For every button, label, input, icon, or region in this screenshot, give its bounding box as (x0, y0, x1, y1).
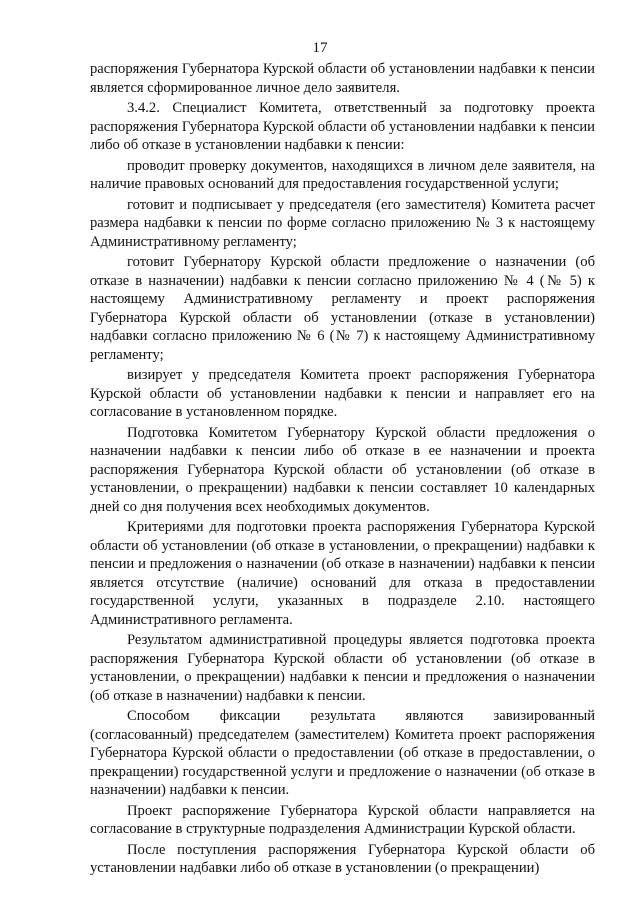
paragraph-continuation: распоряжения Губернатора Курской области об установлении надбавки к пенсии является сформированное личное дело заявителя. (90, 61, 595, 96)
paragraph-fixation: Способом фиксации результата являются завизированный (согласованный) председателем (заместителем) Комитета проект распоряжения Губернатора Курской области о предоставлении (об отказе в предоставлении, о прекращении) государственной услуги и предложение о назначении (об отказе в назначении) надбавки к пенсии. (90, 708, 595, 798)
paragraph-item-proposal: готовит Губернатору Курской области предложение о назначении (об отказе в назначении) надбавки к пенсии согласно приложению № 4 (№ 5) к настоящему Административному регламенту и проект распоряжения Губернатора Курской области об установлении (отказе в установлении) надбавки согласно приложению № 6 (№ 7) к настоящему Административному регламенту; (90, 254, 595, 363)
paragraph-item-check: проводит проверку документов, находящихся в личном деле заявителя, на наличие правовых оснований для предоставления государственной услуги; (90, 157, 595, 192)
paragraph-result: Результатом административной процедуры является подготовка проекта распоряжения Губернатора Курской области об установлении (об отказе в установлении, о прекращении) надбавки к пенсии и предложения о назначении (об отказе в назначении) надбавки к пенсии. (90, 632, 595, 704)
paragraph-item-calculation: готовит и подписывает у председателя (его заместителя) Комитета расчет размера надбавки к пенсии по форме согласно приложению № 3 к настоящему Административному регламенту; (90, 196, 595, 250)
paragraph-item-endorse: визирует у председателя Комитета проект распоряжения Губернатора Курской области об установлении надбавки к пенсии и направляет его на согласование в установленном порядке. (90, 367, 595, 420)
paragraph-approval: Проект распоряжение Губернатора Курской области направляется на согласование в структурные подразделения Администрации Курской области. (90, 802, 595, 837)
paragraph-criteria: Критериями для подготовки проекта распоряжения Губернатора Курской области об установлении (об отказе в установлении, о прекращении) надбавки к пенсии и предложения о назначении (об отказе в назначении) надбавки к пенсии является отсутствие (наличие) оснований для отказа в предоставлении государственной услуги, указанных в подразделе 2.10. настоящего Административного регламента. (90, 519, 595, 628)
paragraph-3-4-2: 3.4.2. Специалист Комитета, ответственный за подготовку проекта распоряжения Губернатора Курской области об установлении надбавки к пенсии либо об отказе в установлении надбавки к пенсии: (90, 100, 595, 153)
paragraph-deadline: Подготовка Комитетом Губернатору Курской области предложения о назначении надбавки к пенсии либо об отказе в ее назначении и проекта распоряжения Губернатора Курской области об установлении (об отказе в установлении, о прекращении) надбавки к пенсии составляет 10 календарных дней со дня получения всех необходимых документов. (90, 424, 595, 515)
paragraph-after-receipt: После поступления распоряжения Губернатора Курской области об установлении надбавки либо об отказе в установлении (о прекращении) (90, 841, 595, 876)
page-number: 17 (312, 40, 328, 56)
document-body (90, 60, 595, 880)
